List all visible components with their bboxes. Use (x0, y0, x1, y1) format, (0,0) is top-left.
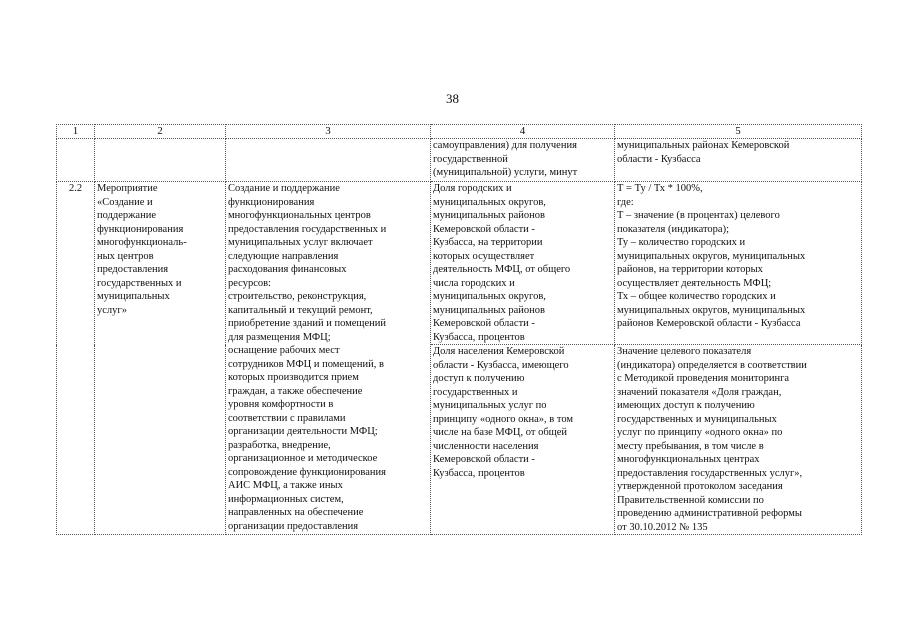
indicator-formula-1: Т = Ту / Тх * 100%, где: Т – значение (в процентах) целевого показателя (индикатора); Ту – количество городских и муниципальных округов, муниципальных районов, на территории которых осуществляет деятельность МФЦ; Тх – общее количество городских и муниципальных округов, муниципальных районов Кемеровской области - Кузбасса (617, 183, 806, 329)
column-number-row (57, 125, 862, 139)
indicator-cell-2 (431, 345, 615, 535)
program-table (56, 124, 862, 535)
formula-cell-1 (615, 182, 862, 345)
column-header-3: 3 (226, 125, 431, 139)
indicator-name-2: Доля населения Кемеровской области - Кузбасса, имеющего доступ к получению государственных и муниципальных услуг по принципу «одного окна», в том числе на базе МФЦ, от общей численности населения Кемеровской области - Кузбасса, процентов (433, 346, 574, 479)
indicator-formula-2: Значение целевого показателя (индикатора) определяется в соответствии с Методикой проведения мониторинга значений показателя «Доля граждан, имеющих доступ к получению государственных и муниципальных услуг по принципу «одного окна» по месту пребывания, в том числе в многофункциональных центрах предоставления государственных услуг», утвержденной протоколом заседания Правительственной комиссии по проведению административной реформы от 30.10.2012 № 135 (617, 346, 807, 533)
indicator-cell-1 (431, 182, 615, 345)
event-cell (95, 182, 226, 535)
continuation-text-5: муниципальных районах Кемеровской области - Кузбасса (617, 140, 790, 165)
formula-cell-2 (615, 345, 862, 535)
event-name: Мероприятие «Создание и поддержание функционирования многофункциональ- ных центров предоставления государственных и муниципальных услуг» (97, 183, 187, 316)
page-number: 38 (446, 91, 459, 106)
indicator-name-1: Доля городских и муниципальных округов, муниципальных районов Кемеровской области - Кузбасса, на территории которых осуществляет деятельность МФЦ, от общего числа городских и муниципальных округов, муниципальных районов Кемеровской области - Кузбасса, процентов (433, 183, 571, 343)
row-number: 2.2 (57, 182, 95, 535)
continuation-row (57, 139, 862, 182)
column-header-2: 2 (95, 125, 226, 139)
table-row-2-2 (57, 182, 862, 345)
continuation-cell-2 (95, 139, 226, 182)
description-cell (226, 182, 431, 535)
event-description: Создание и поддержание функционирования многофункциональных центров предоставления государственных и муниципальных услуг включает следующие направления расходования финансовых ресурсов: строительство, реконструкция, капитальный и текущий ремонт, приобретение зданий и помещений для размещения МФЦ; оснащение рабочих мест сотрудников МФЦ и помещений, в которых производится прием граждан, а также обеспечение уровня комфортности в соответствии с правилами организации деятельности МФЦ; разработка, внедрение, организационное и методическое сопровождение функционирования АИС МФЦ, а также иных информационных систем, направленных на обеспечение организации предоставления (228, 183, 387, 532)
column-header-5: 5 (615, 125, 862, 139)
continuation-text-4: самоуправления) для получения государственной (муниципальной) услуги, минут (433, 140, 578, 178)
continuation-cell-3 (226, 139, 431, 182)
continuation-cell-1 (57, 139, 95, 182)
continuation-cell-5 (615, 139, 862, 182)
continuation-cell-4 (431, 139, 615, 182)
column-header-4: 4 (431, 125, 615, 139)
column-header-1: 1 (57, 125, 95, 139)
